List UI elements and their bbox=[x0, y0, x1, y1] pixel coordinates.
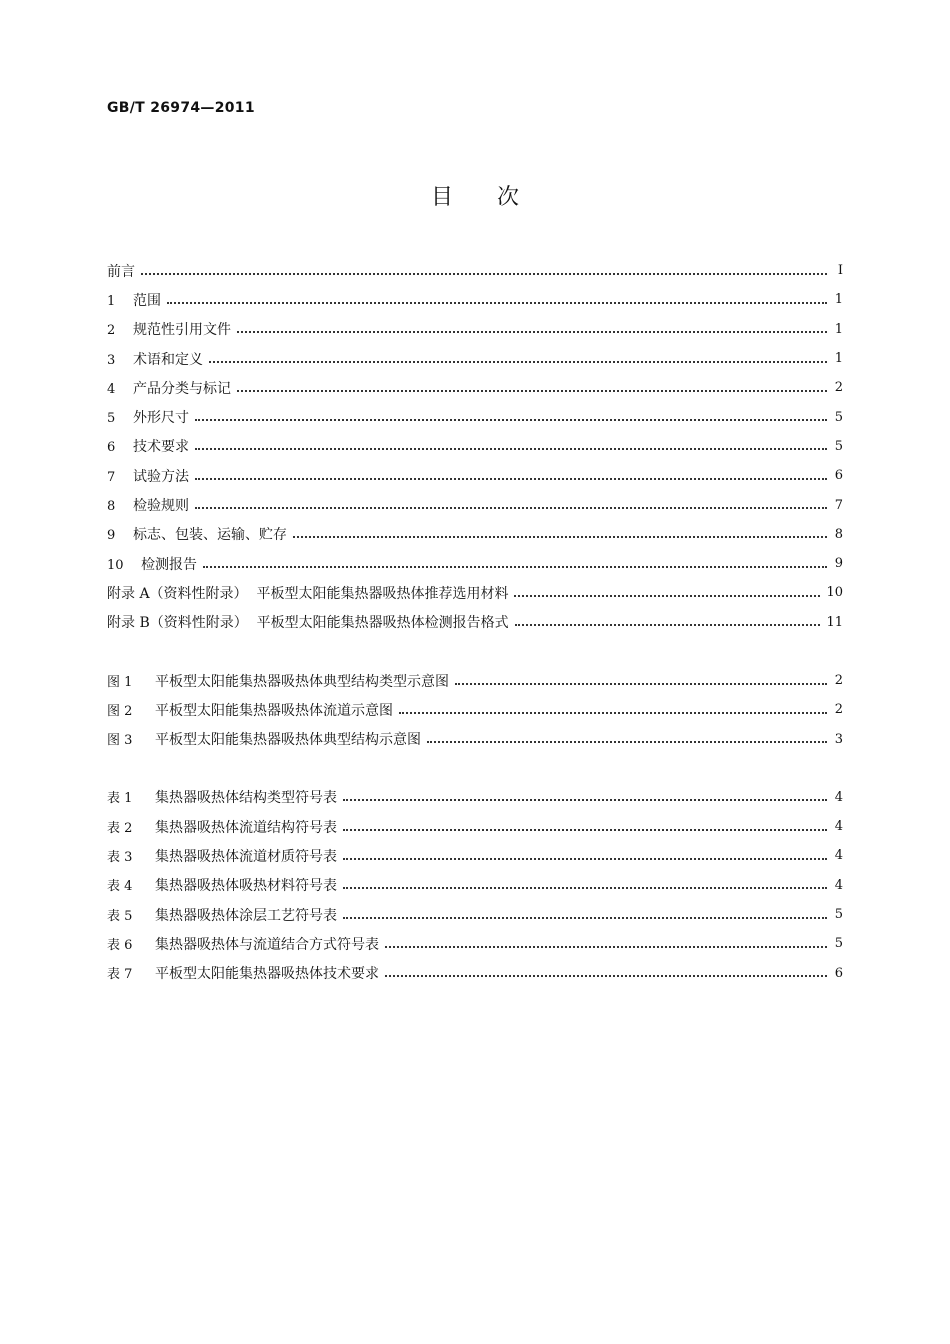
toc-entry-title: 技术要求 bbox=[133, 439, 189, 456]
toc-entry-title: 平板型太阳能集热器吸热体技术要求 bbox=[155, 966, 379, 983]
toc-entry-page: 2 bbox=[834, 673, 843, 688]
toc-entry-number: 4 bbox=[107, 381, 116, 397]
toc-entry-page: 4 bbox=[834, 789, 843, 805]
section-spacer bbox=[107, 754, 843, 783]
toc-leader-dots bbox=[203, 566, 827, 568]
toc-entry-title: 集热器吸热体吸热材料符号表 bbox=[155, 878, 337, 895]
toc-entry-title: 集热器吸热体流道材质符号表 bbox=[155, 848, 337, 865]
toc-leader-dots bbox=[515, 624, 821, 626]
toc-entry-page: 3 bbox=[834, 731, 843, 747]
toc-entry-title: 平板型太阳能集热器吸热体检测报告格式 bbox=[256, 615, 509, 632]
table-of-contents bbox=[107, 256, 843, 988]
toc-entry-title: 集热器吸热体与流道结合方式符号表 bbox=[155, 936, 379, 953]
toc-entry-table[interactable] bbox=[107, 929, 843, 958]
toc-entry-number: 图 1 bbox=[107, 674, 133, 690]
toc-leader-dots bbox=[141, 273, 827, 275]
toc-entry-page: 4 bbox=[834, 877, 843, 893]
section-spacer bbox=[107, 637, 843, 666]
toc-entry-title: 平板型太阳能集热器吸热体推荐选用材料 bbox=[256, 585, 509, 602]
toc-entry-page: 5 bbox=[834, 409, 843, 425]
toc-leader-dots bbox=[385, 946, 827, 948]
toc-leader-dots bbox=[343, 858, 827, 860]
toc-entry-page: 11 bbox=[826, 614, 843, 630]
toc-entry-number: 表 7 bbox=[107, 967, 133, 983]
toc-entry-page: 2 bbox=[834, 702, 843, 718]
toc-entry-number: 表 5 bbox=[107, 908, 133, 924]
toc-entry-number: 5 bbox=[107, 411, 116, 427]
toc-leader-dots bbox=[209, 361, 827, 363]
toc-leader-dots bbox=[195, 507, 827, 509]
toc-entry-appendix[interactable] bbox=[107, 578, 843, 607]
toc-entry-title: 集热器吸热体流道结构符号表 bbox=[155, 819, 337, 836]
toc-entry-section[interactable] bbox=[107, 461, 843, 490]
toc-entry-page: 5 bbox=[834, 936, 843, 952]
toc-entry-number: 7 bbox=[107, 469, 116, 485]
toc-entry-title: 标志、包装、运输、贮存 bbox=[133, 527, 287, 544]
toc-entry-number: 1 bbox=[107, 293, 116, 309]
toc-leader-dots bbox=[195, 419, 827, 421]
toc-entry-section[interactable] bbox=[107, 432, 843, 461]
toc-entry-number: 表 2 bbox=[107, 820, 133, 836]
toc-entry-title: 产品分类与标记 bbox=[133, 380, 231, 397]
toc-leader-dots bbox=[195, 478, 827, 480]
toc-entry-number: 附录 B（资料性附录） bbox=[107, 615, 248, 632]
toc-entry-page: 4 bbox=[834, 848, 843, 864]
toc-entry-table[interactable] bbox=[107, 871, 843, 900]
toc-entry-number: 表 3 bbox=[107, 849, 133, 865]
toc-entry-title: 外形尺寸 bbox=[133, 410, 189, 427]
toc-entry-section[interactable] bbox=[107, 285, 843, 314]
toc-leader-dots bbox=[343, 917, 827, 919]
toc-entry-table[interactable] bbox=[107, 959, 843, 988]
toc-leader-dots bbox=[385, 975, 827, 977]
toc-leader-dots bbox=[293, 536, 827, 538]
toc-entry-number: 附录 A（资料性附录） bbox=[107, 585, 248, 602]
toc-entry-section[interactable] bbox=[107, 549, 843, 578]
toc-entry-number: 6 bbox=[107, 440, 116, 456]
toc-entry-page: 1 bbox=[834, 292, 843, 308]
toc-entry-section[interactable] bbox=[107, 402, 843, 431]
toc-entry-section[interactable] bbox=[107, 373, 843, 402]
page-title: 目次 bbox=[430, 185, 563, 210]
toc-entry-page: 8 bbox=[834, 526, 843, 542]
toc-entry-title: 平板型太阳能集热器吸热体流道示意图 bbox=[155, 702, 393, 719]
toc-leader-dots bbox=[455, 683, 827, 685]
toc-entry-label bbox=[107, 261, 139, 281]
toc-entry-page: 5 bbox=[834, 907, 843, 923]
toc-entry-number: 3 bbox=[107, 352, 116, 368]
toc-entry-page: 9 bbox=[834, 556, 843, 572]
toc-entry-table[interactable] bbox=[107, 783, 843, 812]
toc-entry-table[interactable] bbox=[107, 900, 843, 929]
toc-leader-dots bbox=[237, 331, 827, 333]
toc-entry-page: 6 bbox=[834, 468, 843, 484]
toc-entry-page: 10 bbox=[826, 585, 843, 601]
toc-entry-page: 1 bbox=[834, 351, 843, 367]
toc-entry-title: 范围 bbox=[133, 292, 161, 309]
toc-entry-number: 10 bbox=[107, 557, 124, 573]
toc-entry-number: 表 6 bbox=[107, 937, 133, 953]
toc-leader-dots bbox=[427, 741, 827, 743]
toc-entry-number: 图 2 bbox=[107, 703, 133, 719]
toc-entry-figure[interactable] bbox=[107, 666, 843, 695]
toc-entry-appendix[interactable] bbox=[107, 608, 843, 637]
toc-entry-title: 集热器吸热体涂层工艺符号表 bbox=[155, 907, 337, 924]
toc-entry-number: 9 bbox=[107, 528, 116, 544]
toc-entry-title: 平板型太阳能集热器吸热体典型结构类型示意图 bbox=[155, 673, 449, 690]
toc-leader-dots bbox=[195, 448, 827, 450]
toc-entry-number: 8 bbox=[107, 499, 116, 515]
toc-entry-table[interactable] bbox=[107, 841, 843, 870]
toc-entry-title: 平板型太阳能集热器吸热体典型结构示意图 bbox=[155, 732, 421, 749]
toc-entry-page: 6 bbox=[834, 965, 843, 981]
standard-code: GB/T 26974—2011 bbox=[107, 100, 255, 116]
toc-entry-title: 检测报告 bbox=[141, 556, 197, 573]
toc-entry-page: 7 bbox=[834, 497, 843, 513]
toc-entry-number: 图 3 bbox=[107, 733, 133, 749]
toc-entry-page: Ⅰ bbox=[837, 263, 843, 279]
toc-entry-title: 集热器吸热体结构类型符号表 bbox=[155, 790, 337, 807]
toc-entry-title: 规范性引用文件 bbox=[133, 322, 231, 339]
toc-entry-section[interactable] bbox=[107, 344, 843, 373]
toc-leader-dots bbox=[343, 887, 827, 889]
toc-entry-figure[interactable] bbox=[107, 695, 843, 724]
toc-entry-section[interactable] bbox=[107, 520, 843, 549]
toc-entry-page: 5 bbox=[834, 438, 843, 454]
toc-leader-dots bbox=[237, 390, 827, 392]
toc-entry-section[interactable] bbox=[107, 490, 843, 519]
toc-leader-dots bbox=[399, 712, 827, 714]
toc-entry-figure[interactable] bbox=[107, 724, 843, 753]
toc-entry-number: 表 1 bbox=[107, 791, 133, 807]
toc-entry-title: 试验方法 bbox=[133, 468, 189, 485]
toc-leader-dots bbox=[514, 595, 820, 597]
toc-entry-section[interactable] bbox=[107, 315, 843, 344]
toc-entry-preface[interactable] bbox=[107, 256, 843, 285]
toc-leader-dots bbox=[343, 799, 827, 801]
toc-entry-page: 4 bbox=[834, 819, 843, 835]
toc-leader-dots bbox=[343, 829, 827, 831]
toc-leader-dots bbox=[167, 302, 827, 304]
toc-entry-table[interactable] bbox=[107, 812, 843, 841]
toc-entry-title: 前言 bbox=[107, 263, 135, 280]
toc-entry-number: 2 bbox=[107, 323, 116, 339]
toc-entry-title: 检验规则 bbox=[133, 498, 189, 515]
toc-entry-page: 1 bbox=[834, 321, 843, 337]
toc-entry-title: 术语和定义 bbox=[133, 351, 203, 368]
toc-entry-page: 2 bbox=[834, 380, 843, 396]
toc-entry-number: 表 4 bbox=[107, 879, 133, 895]
